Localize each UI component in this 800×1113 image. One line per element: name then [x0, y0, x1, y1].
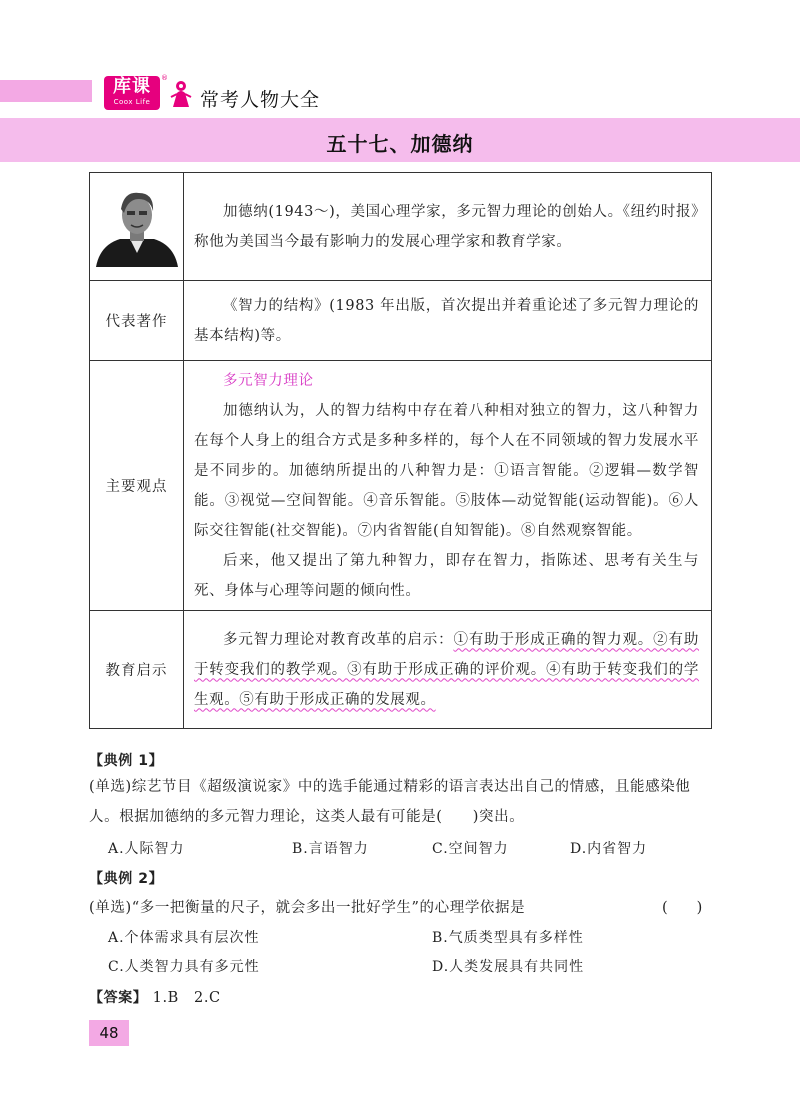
- education-cell: [184, 611, 712, 729]
- works-cell: [184, 281, 712, 361]
- education-lead: 多元智力理论对教育改革的启示：: [223, 631, 454, 648]
- views-label: 主要观点: [90, 361, 184, 611]
- profile-table: [89, 172, 712, 729]
- works-row: [90, 281, 712, 361]
- page-number: 48: [99, 1024, 119, 1042]
- example-2-heading: 【典例 2】: [89, 871, 164, 887]
- answer-label: 【答案】: [89, 990, 148, 1006]
- chapter-title: 五十七、加德纳: [326, 132, 474, 156]
- portrait-photo: [94, 187, 180, 267]
- works-label: 代表著作: [90, 281, 184, 361]
- example-1-question-text: (单选)综艺节目《超级演说家》中的选手能通过精彩的语言表达出自己的情感，且能感染他人。根据加德纳的多元智力理论，这类人最有可能是( )突出。: [89, 779, 691, 825]
- education-label: 教育启示: [90, 611, 184, 729]
- example-2-option-c: C.人类智力具有多元性: [108, 959, 260, 975]
- header-accent-bar: [0, 80, 92, 102]
- example-1-option-c: C.空间智力: [432, 841, 509, 857]
- example-2-question: (单选)“多一把衡量的尺子，就会多出一批好学生”的心理学依据是: [89, 900, 526, 916]
- education-points: ①有助于形成正确的智力观。②有助于转变我们的教学观。③有助于形成正确的评价观。④有助于转变我们的学生观。⑤有助于形成正确的发展观。: [194, 631, 699, 708]
- answer-line: [89, 986, 221, 1007]
- works-text: 《智力的结构》(1983 年出版，首次提出并着重论述了多元智力理论的基本结构)等。: [194, 297, 699, 344]
- views-cell: [184, 361, 712, 611]
- views-subhead: 多元智力理论: [223, 372, 314, 389]
- logo-main-text: 库课: [113, 76, 151, 97]
- portrait-cell: [90, 173, 184, 281]
- logo-sub-text: Coox Life: [113, 98, 151, 106]
- education-text: [194, 625, 699, 715]
- registered-mark: ®: [161, 74, 168, 82]
- views-paragraph-2: 后来，他又提出了第九种智力，即存在智力，指陈述、思考有关生与死、身体与心理等问题的倾向性。: [194, 552, 699, 599]
- book-title: 常考人物大全: [200, 89, 321, 111]
- views-paragraph-1: 加德纳认为，人的智力结构中存在着八种相对独立的智力，这八种智力在每个人身上的组合方式是多种多样的，每个人在不同领域的智力发展水平是不同步的。加德纳所提出的八种智力是：①语言智能。②逻辑—数学智能。③视觉—空间智能。④音乐智能。⑤肢体—动觉智能(运动智能)。⑥人际交往智能(社交智能)。⑦内省智能(自知智能)。⑧自然观察智能。: [194, 402, 699, 539]
- example-1-option-b: B.言语智力: [292, 841, 369, 857]
- mascot-icon: [168, 79, 194, 109]
- intro-row: [90, 173, 712, 281]
- example-1-question: [89, 772, 712, 832]
- example-2-option-d: D.人类发展具有共同性: [432, 959, 585, 975]
- answer-text: 1.B 2.C: [152, 990, 221, 1006]
- intro-cell: [184, 173, 712, 281]
- example-2-option-a: A.个体需求具有层次性: [108, 930, 260, 946]
- example-1-option-a: A.人际智力: [108, 841, 185, 857]
- publisher-logo: [104, 76, 160, 110]
- example-1-option-d: D.内省智力: [570, 841, 648, 857]
- views-row: [90, 361, 712, 611]
- education-row: [90, 611, 712, 729]
- example-2-answer-blank: ( ): [662, 900, 703, 916]
- example-2-option-b: B.气质类型具有多样性: [432, 930, 584, 946]
- example-1-heading: 【典例 1】: [89, 753, 164, 769]
- intro-text: 加德纳(1943～)，美国心理学家，多元智力理论的创始人。《纽约时报》称他为美国当今最有影响力的发展心理学家和教育学家。: [194, 203, 699, 250]
